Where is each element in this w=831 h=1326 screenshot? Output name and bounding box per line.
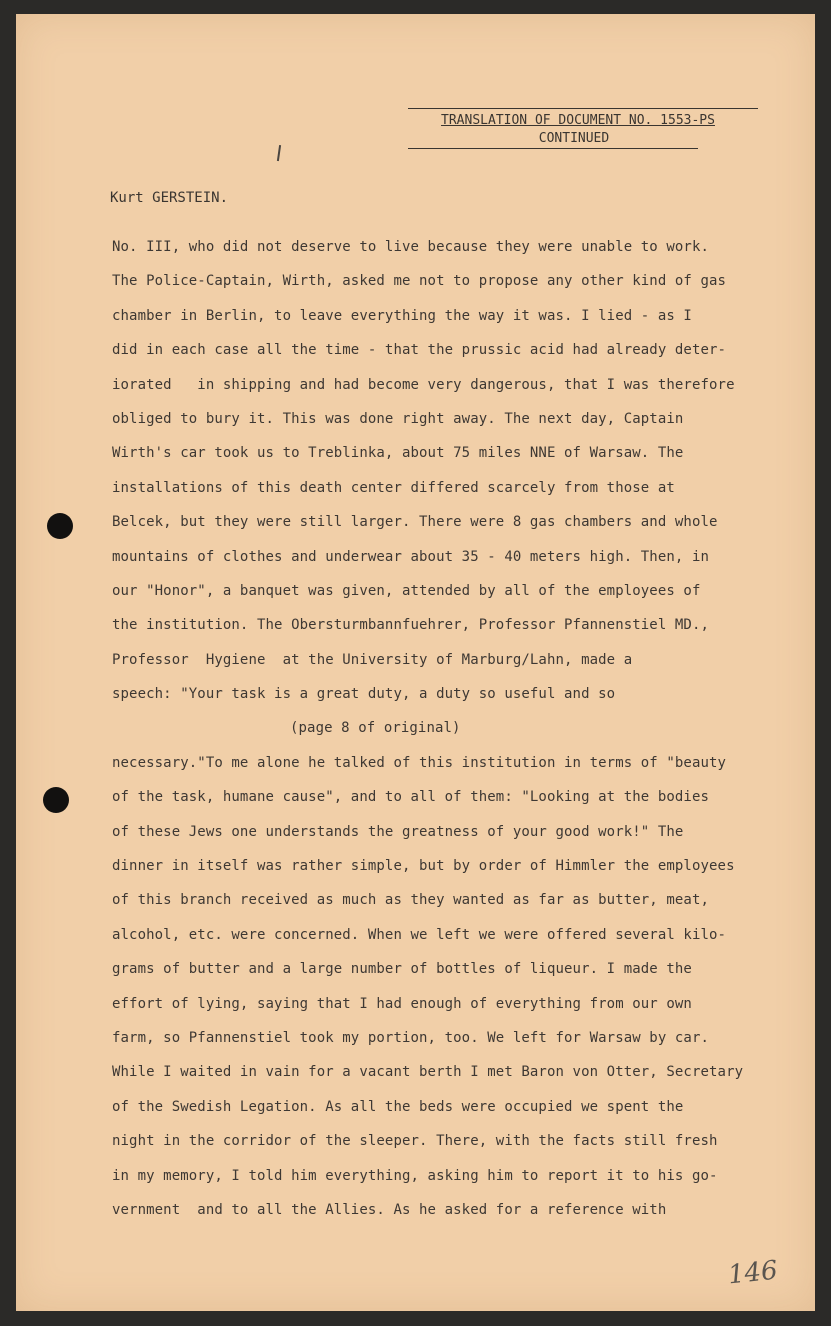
text-line: chamber in Berlin, to leave everything the way it was. I lied - as I — [112, 307, 692, 324]
text-line: necessary."To me alone he talked of this institution in terms of "beauty — [112, 754, 727, 771]
text-line: Professor Hygiene at the University of Marburg/Lahn, made a — [112, 651, 633, 668]
text-line: While I waited in vain for a vacant berth I met Baron von Otter, Secretary — [112, 1064, 744, 1081]
text-line: of the Swedish Legation. As all the beds were occupied we spent the — [112, 1098, 684, 1115]
text-line: mountains of clothes and underwear about 35 - 40 meters high. Then, in — [112, 548, 710, 565]
text-line: obliged to bury it. This was done right away. The next day, Captain — [112, 410, 684, 427]
heading-rule-bottom — [408, 148, 698, 149]
text-line: night in the corridor of the sleeper. There, with the facts still fresh — [112, 1133, 718, 1150]
text-line: farm, so Pfannenstiel took my portion, too. We left for Warsaw by car. — [112, 1029, 710, 1046]
punch-hole-icon — [43, 787, 69, 813]
heading-subtitle: CONTINUED — [538, 131, 610, 146]
text-line: Belcek, but they were still larger. There were 8 gas chambers and whole — [112, 514, 718, 531]
text-line: speech: "Your task is a great duty, a duty so useful and so — [112, 686, 616, 703]
document-heading — [408, 108, 748, 149]
page-reference-note: (page 8 of original) — [290, 720, 461, 737]
text-line: Wirth's car took us to Treblinka, about 75 miles NNE of Warsaw. The — [112, 445, 684, 462]
text-line: iorated in shipping and had become very dangerous, that I was therefore — [112, 376, 735, 393]
text-line: grams of butter and a large number of bottles of liqueur. I made the — [112, 961, 692, 978]
heading-title: TRANSLATION OF DOCUMENT NO. 1553-PS — [441, 113, 715, 128]
text-line: of this branch received as much as they wanted as far as butter, meat, — [112, 892, 710, 909]
text-line: our "Honor", a banquet was given, attended by all of the employees of — [112, 582, 701, 599]
text-line: No. III, who did not deserve to live because they were unable to work. — [112, 239, 710, 255]
heading-rule-top — [408, 108, 758, 109]
handwritten-page-number: 146 — [726, 1255, 780, 1291]
text-line: effort of lying, saying that I had enough of everything from our own — [112, 995, 692, 1012]
text-line: of these Jews one understands the greatness of your good work!" The — [112, 823, 684, 840]
text-line: alcohol, etc. were concerned. When we left we were offered several kilo- — [112, 926, 727, 943]
text-line: vernment and to all the Allies. As he asked for a reference with — [112, 1201, 667, 1218]
text-line: did in each case all the time - that the prussic acid had already deter- — [112, 342, 727, 359]
author-name: Kurt GERSTEIN. — [110, 190, 229, 206]
text-line: the institution. The Obersturmbannfuehrer, Professor Pfannenstiel MD., — [112, 617, 710, 634]
text-line: dinner in itself was rather simple, but by order of Himmler the employees — [112, 858, 735, 875]
text-line: The Police-Captain, Wirth, asked me not to propose any other kind of gas — [112, 273, 727, 290]
text-line: in my memory, I told him everything, asking him to report it to his go- — [112, 1167, 718, 1184]
punch-hole-icon — [47, 513, 73, 539]
text-line: of the task, humane cause", and to all of them: "Looking at the bodies — [112, 789, 710, 806]
text-line: installations of this death center differed scarcely from those at — [112, 479, 675, 496]
body-text — [112, 237, 772, 1234]
